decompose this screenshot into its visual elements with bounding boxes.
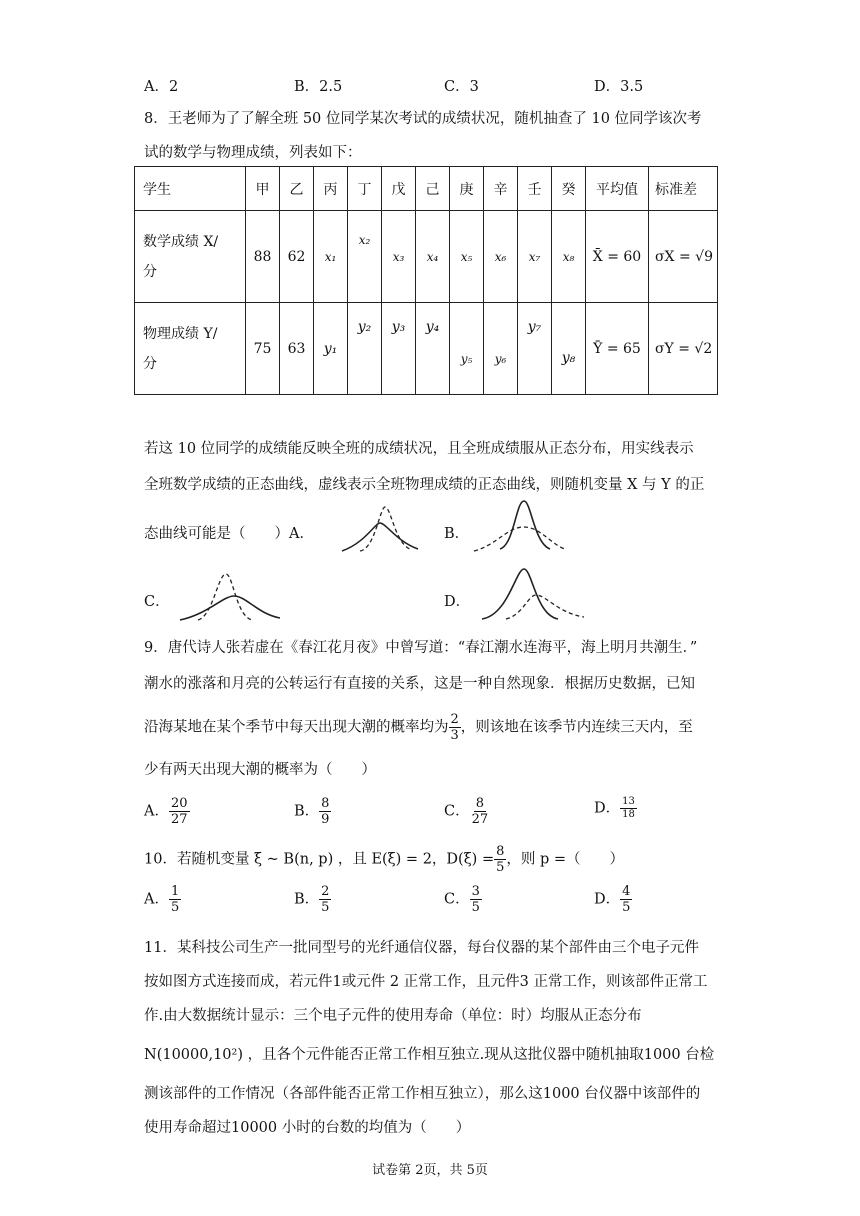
q8-para3: 态曲线可能是（ ）A．: [144, 526, 314, 542]
curve-option-c: [178, 568, 282, 624]
q11-line4: N(10000,10²) ，且各个元件能否正常工作相互独立.现从这批仪器中随机抽取1000 台检: [144, 1047, 715, 1063]
q10-option-a-frac: [169, 884, 181, 915]
q10-option-d: [594, 884, 632, 915]
curve-option-d: [478, 565, 586, 623]
phys-score-jia: 75: [246, 303, 280, 395]
q8-option-d-label: D．: [444, 594, 471, 610]
phys-mean: Ȳ = 65: [586, 303, 649, 395]
q10-frac-num: 8: [496, 844, 505, 859]
q9-option-c: [444, 796, 490, 827]
q11-line3: 作.由大数据统计显示：三个电子元件的使用寿命（单位：时）均服从正态分布: [144, 1008, 642, 1024]
phys-y4: y₄: [416, 303, 450, 395]
q10-frac-den: 5: [496, 860, 505, 875]
frac-num: 1: [170, 884, 180, 899]
q11-line2: 按如图方式连接而成，若元件1或元件 2 正常工作，且元件3 正常工作，则该部件正常工: [144, 974, 708, 990]
q8-option-c-label: C．: [144, 594, 170, 610]
table-header-cell: 己: [416, 167, 450, 211]
frac-den: 5: [170, 900, 180, 915]
math-label-cell: [135, 211, 246, 303]
q8-line1: 8．王老师为了了解全班 50 位同学某次考试的成绩状况，随机抽查了 10 位同学该次考: [144, 111, 702, 127]
option-label: C．: [444, 803, 470, 820]
frac-num: 20: [170, 796, 188, 811]
option-label: C．: [444, 891, 470, 908]
option-label: D．: [594, 891, 621, 908]
q9-option-a: [144, 796, 190, 827]
q9-option-b: [294, 796, 331, 827]
frac-den: 9: [321, 812, 330, 827]
q7-option-b: B．2.5: [294, 79, 343, 95]
table-header-cell: 甲: [246, 167, 280, 211]
phys-y3: y₃: [382, 303, 416, 395]
frac-den: 5: [622, 900, 631, 915]
phys-y8: y₈: [552, 303, 586, 395]
q10-option-a: [144, 884, 181, 915]
option-label: D．: [594, 800, 621, 817]
phys-y5: y₅: [450, 303, 484, 395]
q9-line2: 潮水的涨落和月亮的公转运行有直接的关系，这是一种自然现象．根据历史数据，已知: [144, 676, 695, 692]
q9-option-a-frac: [169, 796, 190, 827]
math-x8: x₈: [552, 211, 586, 303]
q10-option-d-frac: [620, 884, 632, 915]
table-header-cell: 平均值: [586, 167, 649, 211]
q7-option-d: D．3.5: [594, 79, 644, 95]
table-header-cell: 学生: [135, 167, 246, 211]
q10-fraction: [494, 844, 506, 875]
phys-sd: σY = √2: [649, 303, 718, 395]
table-header-cell: 标准差: [649, 167, 718, 211]
q10-stem-start: 10．若随机变量 ξ ~ B(n, p) ，且 E(ξ) = 2，D(ξ) =: [144, 851, 495, 868]
table-header-cell: 癸: [552, 167, 586, 211]
option-label: A．: [144, 891, 169, 908]
q8-line2: 试的数学与物理成绩，列表如下：: [144, 145, 362, 161]
q10-option-b: [294, 884, 331, 915]
score-table: [134, 166, 718, 395]
q9-option-b-frac: [319, 796, 331, 827]
q9-line3: [144, 712, 693, 743]
q9-line1: 9．唐代诗人张若虚在《春江花月夜》中曾写道：“春江潮水连海平，海上明月共潮生．”: [144, 640, 698, 656]
option-label: B．: [294, 803, 320, 820]
phys-y2: y₂: [348, 303, 382, 395]
q9-option-c-frac: [470, 796, 491, 827]
q9-fraction: [449, 712, 461, 743]
table-header-cell: 辛: [484, 167, 518, 211]
math-sd: σX = √9: [649, 211, 718, 303]
math-score-jia: 88: [246, 211, 280, 303]
phys-y7: y₇: [518, 303, 552, 395]
phys-label-cell: [135, 303, 246, 395]
table-row-math: [135, 211, 718, 303]
phys-y1: y₁: [314, 303, 348, 395]
math-mean: X̄ = 60: [586, 211, 649, 303]
option-label: B．: [294, 891, 320, 908]
phys-label-2: 分: [143, 355, 157, 372]
q9-frac-num: 2: [450, 712, 459, 727]
frac-num: 13: [622, 796, 635, 807]
frac-den: 18: [622, 809, 635, 820]
table-header-cell: 壬: [518, 167, 552, 211]
table-header-cell: 庚: [450, 167, 484, 211]
table-header-cell: 乙: [280, 167, 314, 211]
math-x3: x₃: [382, 211, 416, 303]
table-header-cell: 戊: [382, 167, 416, 211]
math-score-yi: 62: [280, 211, 314, 303]
q10-option-c: [444, 884, 482, 915]
frac-den: 27: [471, 812, 489, 827]
q11-line6: 使用寿命超过10000 小时的台数的均值为（ ）: [144, 1120, 471, 1136]
q10-option-b-frac: [319, 884, 331, 915]
q9-line4: 少有两天出现大潮的概率为（ ）: [144, 762, 376, 778]
table-header-cell: 丁: [348, 167, 382, 211]
math-x1: x₁: [314, 211, 348, 303]
option-label: A．: [144, 803, 169, 820]
frac-den: 5: [321, 900, 330, 915]
q11-line5: 测该部件的工作情况（各部件能否正常工作相互独立），那么这1000 台仪器中该部件的: [144, 1086, 701, 1102]
phys-score-yi: 63: [280, 303, 314, 395]
q9-line3-end: ，则该地在该季节内连续三天内，至: [460, 719, 693, 736]
q9-option-d: [594, 796, 637, 821]
page-footer: 试卷第 2页，共 5页: [372, 1163, 488, 1178]
q8-option-b-label: B．: [444, 526, 470, 542]
frac-num: 3: [471, 884, 480, 899]
curve-option-b: [472, 497, 567, 553]
q7-option-c: C．3: [444, 79, 479, 95]
frac-num: 2: [321, 884, 330, 899]
q8-para1: 若这 10 位同学的成绩能反映全班的成绩状况，且全班成绩服从正态分布，用实线表示: [144, 441, 694, 457]
table-header-row: [135, 167, 718, 211]
math-x7: x₇: [518, 211, 552, 303]
phys-label-1: 物理成绩 Y/: [143, 325, 218, 342]
phys-y6: y₆: [484, 303, 518, 395]
q11-line1: 11．某科技公司生产一批同型号的光纤通信仪器，每台仪器的某个部件由三个电子元件: [144, 940, 699, 956]
q10-stem: [144, 844, 624, 875]
math-x2: x₂: [348, 211, 382, 303]
frac-num: 8: [475, 796, 485, 811]
math-label-1: 数学成绩 X/: [143, 233, 219, 250]
math-x4: x₄: [416, 211, 450, 303]
q9-frac-den: 3: [450, 728, 459, 743]
q8-para2: 全班数学成绩的正态曲线，虚线表示全班物理成绩的正态曲线，则随机变量 X 与 Y 的正: [144, 477, 705, 493]
table-row-physics: [135, 303, 718, 395]
math-label-2: 分: [143, 263, 157, 280]
q9-line3-start: 沿海某地在某个季节中每天出现大潮的概率均为: [144, 719, 449, 736]
table-header-cell: 丙: [314, 167, 348, 211]
curve-option-a: [340, 503, 420, 555]
frac-num: 8: [321, 796, 330, 811]
q9-option-d-frac: [620, 796, 637, 821]
frac-den: 27: [170, 812, 188, 827]
frac-num: 4: [622, 884, 631, 899]
math-x5: x₅: [450, 211, 484, 303]
q7-option-a: A．2: [144, 79, 179, 95]
q10-stem-end: ，则 p =（ ）: [506, 851, 625, 868]
q10-option-c-frac: [470, 884, 482, 915]
frac-den: 5: [471, 900, 480, 915]
math-x6: x₆: [484, 211, 518, 303]
